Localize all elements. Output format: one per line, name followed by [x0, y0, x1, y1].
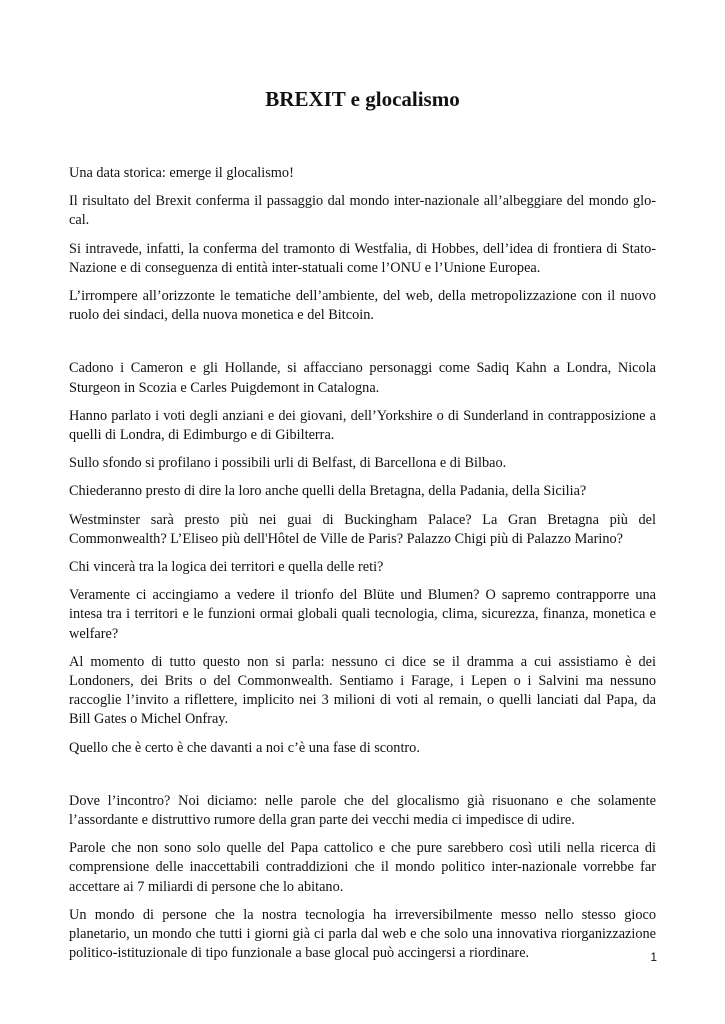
paragraph: Westminster sarà presto più nei guai di Buckingham Palace? La Gran Bretagna più del Commonwealth? L’Eliseo più dell'Hôtel de Ville de Paris? Palazzo Chigi più di Palazzo Marino?: [69, 511, 656, 547]
paragraph: L’irrompere all’orizzonte le tematiche dell’ambiente, del web, della metropolizzazione con il nuovo ruolo dei sindaci, della nuova monetica e del Bitcoin.: [69, 288, 656, 324]
paragraph: Sullo sfondo si profilano i possibili urli di Belfast, di Barcellona e di Bilbao.: [69, 455, 507, 472]
paragraph: Veramente ci accingiamo a vedere il trionfo del Blüte und Blumen? O sapremo contrapporre una intesa tra i territori e le funzioni ormai globali quali tecnologia, clima, sicurezza, finanza, monetica e welfare?: [69, 587, 656, 642]
paragraph: Dove l’incontro? Noi diciamo: nelle parole che del glocalismo già risuonano e che solamente l’assordante e distruttivo rumore della gran parte dei vecchi media ci impedisce di udire.: [69, 792, 656, 829]
paragraph: Cadono i Cameron e gli Hollande, si affacciano personaggi come Sadiq Kahn a Londra, Nicola Sturgeon in Scozia e Carles Puigdemont in Catalogna.: [69, 360, 656, 396]
paragraph: Si intravede, infatti, la conferma del tramonto di Westfalia, di Hobbes, dell’idea di frontiera di Stato-Nazione e di conseguenza di entità inter-statuali come l’ONU e l’Unione Europea.: [69, 240, 656, 276]
paragraph: Una data storica: emerge il glocalismo!: [69, 165, 294, 181]
paragraph: Un mondo di persone che la nostra tecnologia ha irreversibilmente messo nello stesso gioco planetario, un mondo che tutti i giorni già ci parla dal web e che solo una innovativa riorganizzazione politico-istituzionale di tipo funzionale a base glocal può accingersi a riordinare.: [69, 906, 656, 962]
page-number: 1: [650, 950, 657, 964]
paragraph: Il risultato del Brexit conferma il passaggio dal mondo inter-nazionale all’albeggiare del mondo glo-cal.: [69, 193, 656, 229]
paragraph: Chiederanno presto di dire la loro anche quelli della Bretagna, della Padania, della Sicilia?: [69, 483, 587, 500]
document-title: BREXIT e glocalismo: [265, 87, 460, 111]
document-body: [69, 164, 656, 973]
paragraph: Al momento di tutto questo non si parla: nessuno ci dice se il dramma a cui assistiamo è dei Londoners, dei Brits o del Commonwealth. Sentiamo i Farage, i Lepen o i Salvini ma nessuno raccoglie l’invito a riflettere, implicito nei 3 milioni di voti al remain, o quelli lanciati dal Papa, da Bill Gates o Michel Onfray.: [69, 653, 656, 728]
paragraph: Chi vincerà tra la logica dei territori e quella delle reti?: [69, 559, 384, 576]
paragraph: Quello che è certo è che davanti a noi c’è una fase di scontro.: [69, 739, 420, 756]
paragraph: Parole che non sono solo quelle del Papa cattolico e che pure sarebbero così utili nella ricerca di comprensione delle inaccettabili contraddizioni che il mondo politico inter-nazionale vorrebbe far accettare ai 7 miliardi di persone che lo abitano.: [69, 840, 656, 895]
paragraph: Hanno parlato i voti degli anziani e dei giovani, dell’Yorkshire o di Sunderland in contrapposizione a quelli di Londra, di Edimburgo e di Gibilterra.: [69, 407, 656, 444]
